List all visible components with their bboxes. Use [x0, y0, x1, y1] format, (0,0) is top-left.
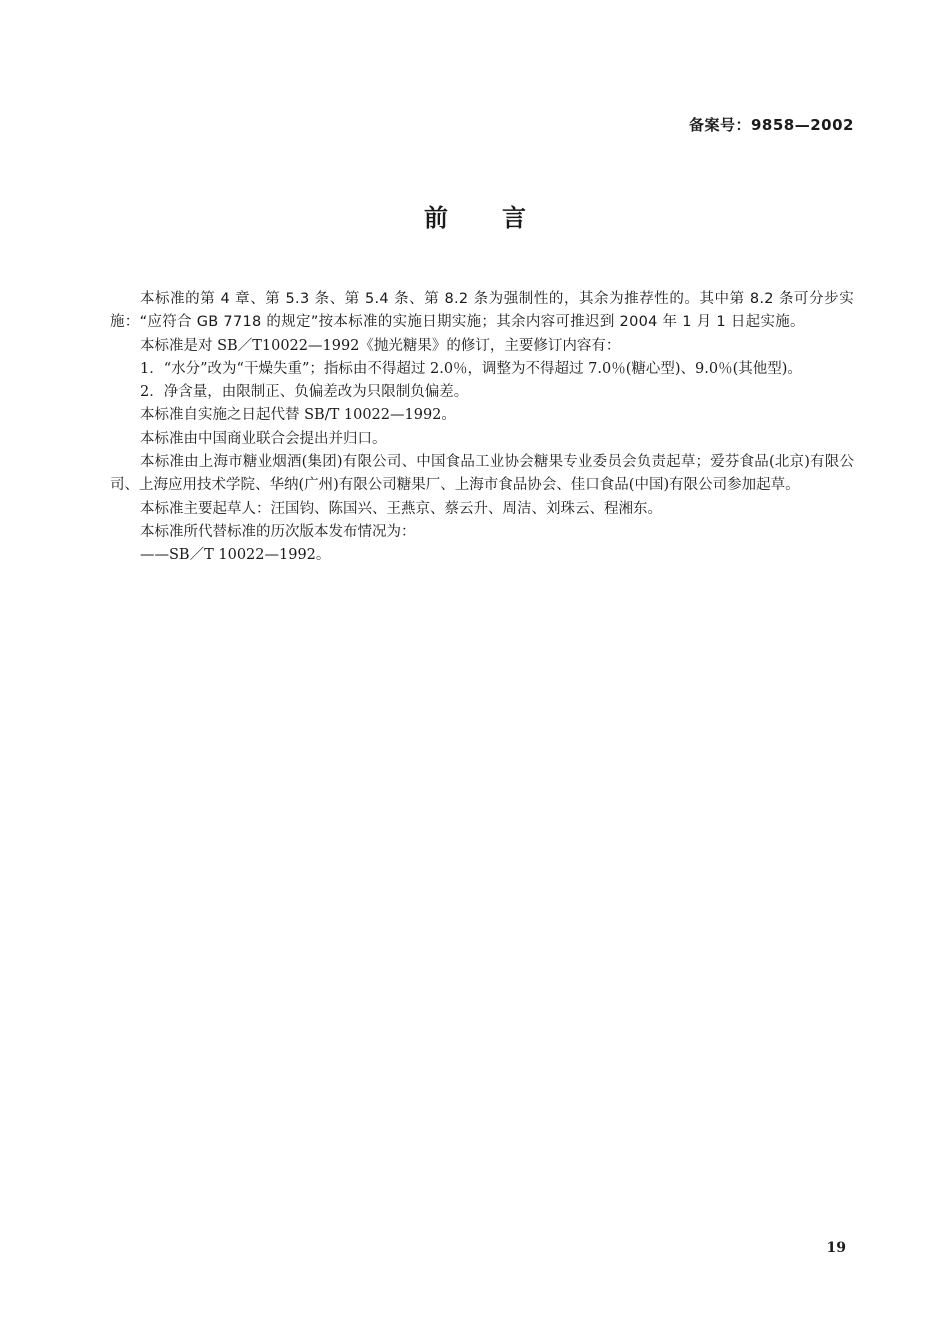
paragraph-drafters: 本标准主要起草人：汪国钧、陈国兴、王燕京、蔡云升、周洁、刘珠云、程湘东。 [140, 500, 662, 517]
paragraph-history-item: ——SB／T 10022—1992。 [140, 547, 331, 564]
paragraph-revision-intro: 本标准是对 SB／T10022—1992《抛光糖果》的修订，主要修订内容有： [140, 337, 621, 354]
document-body [110, 288, 854, 568]
paragraph-mandatory-clauses: 本标准的第 4 章、第 5.3 条、第 5.4 条、第 8.2 条为强制性的，其余为推荐性的。其中第 8.2 条可分步实施：“应符合 GB 7718 的规定”按本标准的实施日期实施；其余内容可推迟到 2004 年 1 月 1 日起实施。 [110, 291, 854, 331]
page-number: 19 [826, 1240, 846, 1256]
paragraph-history-intro: 本标准所代替标准的历次版本发布情况为： [140, 523, 416, 540]
paragraph-revision-item-1: 1．“水分”改为“干燥失重”；指标由不得超过 2.0％，调整为不得超过 7.0％(糖心型)、9.0％(其他型)。 [140, 360, 802, 377]
paragraph-revision-item-2: 2．净含量，由限制正、负偏差改为只限制负偏差。 [140, 384, 469, 401]
filing-number: 备案号：9858—2002 [689, 116, 854, 134]
page-title: 前言 [424, 204, 580, 232]
paragraph-replacement: 本标准自实施之日起代替 SB/T 10022—1992。 [140, 407, 456, 424]
paragraph-drafting-units: 本标准由上海市糖业烟酒(集团)有限公司、中国食品工业协会糖果专业委员会负责起草；爱芬食品(北京)有限公司、上海应用技术学院、华纳(广州)有限公司糖果厂、上海市食品协会、佳口食品(中国)有限公司参加起草。 [110, 454, 854, 494]
paragraph-proposer: 本标准由中国商业联合会提出并归口。 [140, 430, 387, 447]
